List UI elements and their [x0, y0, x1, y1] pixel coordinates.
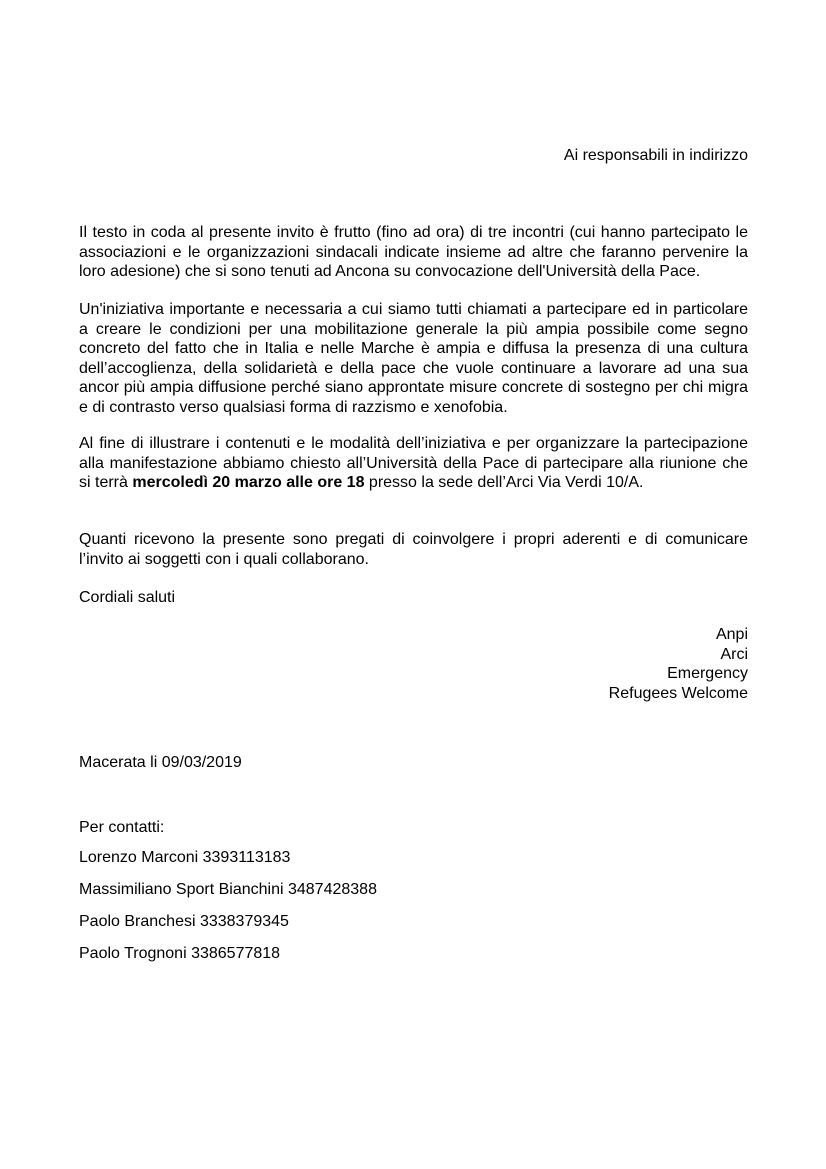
closing-greeting: Cordiali saluti	[79, 589, 176, 606]
meeting-text-before: Al fine di illustrare i contenuti e le modalità dell’iniziativa e per organizzare la partecipazione alla manifestazione abbiamo chiesto all’Università della Pace di partecipare alla riunione che si terrà	[79, 435, 748, 491]
addressee-line: Ai responsabili in indirizzo	[563, 147, 748, 164]
contact-entry: Lorenzo Marconi 3393113183	[79, 849, 291, 866]
paragraph-intro: Il testo in coda al presente invito è frutto (fino ad ora) di tre incontri (cui hanno partecipato le associazioni e le organizzazioni sindacali indicate insieme ad altre che faranno pervenire la loro adesione) che si sono tenuti ad Ancona su convocazione dell'Università della Pace.	[79, 224, 748, 280]
contacts-heading: Per contatti:	[79, 819, 165, 836]
paragraph-initiative: Un'iniziativa importante e necessaria a cui siamo tutti chiamati a partecipare ed in particolare a creare le condizioni per una mobilitazione generale la più ampia possibile come segno concreto del fatto che in Italia e nelle Marche è ampia e diffusa la presenza di una cultura dell’accoglienza, della solidarietà e della pace che vuole continuare a lavorare ad una sua ancor più ampia diffusione perché siano approntate misure concrete di sostegno per chi migra e di contrasto verso qualsiasi forma di razzismo e xenofobia.	[79, 301, 748, 416]
meeting-text-after: presso la sede dell’Arci Via Verdi 10/A.	[364, 474, 644, 491]
signatory: Refugees Welcome	[608, 684, 748, 702]
paragraph-meeting	[79, 434, 748, 493]
signatory: Arci	[720, 645, 748, 663]
contact-entry: Massimiliano Sport Bianchini 3487428388	[79, 881, 377, 898]
contact-entry: Paolo Branchesi 3338379345	[79, 913, 289, 930]
signatory: Anpi	[715, 626, 748, 643]
signatory: Emergency	[667, 665, 748, 682]
contact-entry: Paolo Trognoni 3386577818	[79, 945, 281, 962]
meeting-date-time: mercoledì 20 marzo alle ore 18	[132, 474, 365, 491]
paragraph-request: Quanti ricevono la presente sono pregati di coinvolgere i propri aderenti e di comunicare l’invito ai soggetti con i quali collaborano.	[79, 531, 748, 568]
place-and-date: Macerata li 09/03/2019	[79, 754, 242, 771]
signatories-block	[79, 625, 748, 703]
